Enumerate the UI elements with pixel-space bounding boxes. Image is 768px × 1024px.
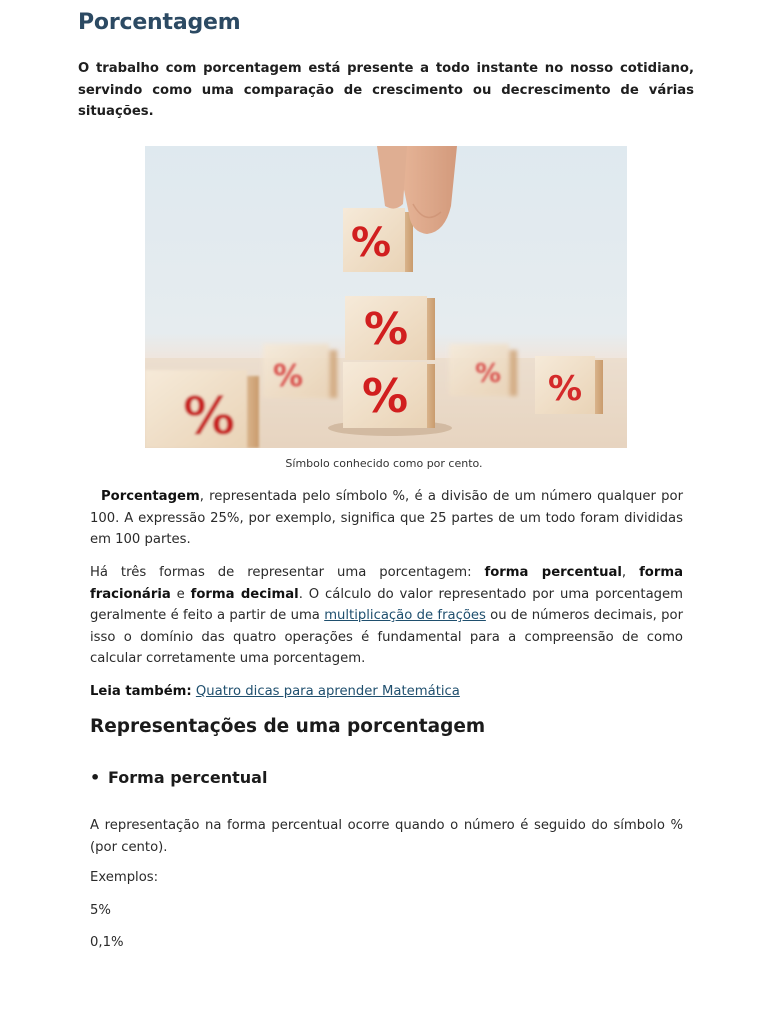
percent-symbol-right: %	[547, 369, 583, 409]
example-item: 5%	[90, 903, 111, 918]
term-forma-decimal: forma decimal	[190, 586, 299, 602]
bullet-icon: •	[90, 768, 101, 787]
forms-text-2: ,	[621, 565, 640, 580]
percent-symbol-bg-left: %	[272, 359, 304, 394]
section-heading: Representações de uma porcentagem	[90, 716, 486, 737]
definition-text: , representada pelo símbolo %, é a divisão de um número qualquer por 100. A expressão 25%, por exemplo, significa que 25 partes de um todo foram divididas em 100 partes.	[90, 489, 683, 547]
percent-symbol-stack-middle: %	[363, 304, 409, 355]
forms-text-1: Há três formas de representar uma porcentagem:	[90, 565, 485, 580]
read-also	[90, 681, 683, 703]
term-forma-percentual: forma percentual	[484, 565, 622, 580]
link-quatro-dicas[interactable]: Quatro dicas para aprender Matemática	[195, 684, 460, 699]
example-item: 0,1%	[90, 935, 124, 950]
forms-text-3: e	[170, 586, 191, 602]
link-multiplicacao-fracoes[interactable]: multiplicação de frações	[324, 608, 486, 623]
subsection-heading	[90, 768, 267, 787]
page-title: Porcentagem	[78, 10, 241, 35]
examples-label: Exemplos:	[90, 870, 159, 885]
forms-text-5: ou de números decimais, por isso o domínio das quatro operações é fundamental para a compreensão de como calcular corretamente uma porcentagem.	[90, 608, 683, 666]
forms-paragraph	[90, 562, 683, 670]
percentage-blocks-image	[145, 146, 627, 448]
image-caption: Símbolo conhecido como por cento.	[285, 457, 483, 470]
percent-symbol-stack-bottom: %	[361, 369, 409, 423]
percent-symbol-bg-right: %	[474, 359, 502, 389]
term-porcentagem: Porcentagem	[101, 489, 200, 504]
percentual-paragraph: A representação na forma percentual ocorre quando o número é seguido do símbolo % (por cento).	[90, 818, 683, 855]
forms-text-4: . O cálculo do valor representado por uma porcentagem geralmente é feito a partir de uma	[90, 586, 684, 623]
read-also-label: Leia também:	[90, 684, 192, 699]
subsection-label: Forma percentual	[108, 768, 268, 787]
lead-paragraph: O trabalho com porcentagem está presente a todo instante no nosso cotidiano, servindo como uma comparação de crescimento ou decrescimento de várias situações.	[78, 61, 694, 119]
percent-symbol-top: %	[350, 220, 392, 266]
definition-paragraph	[90, 486, 683, 551]
percent-symbol-left: %	[182, 387, 236, 447]
term-forma-fracionaria: forma fracionária	[90, 565, 684, 602]
